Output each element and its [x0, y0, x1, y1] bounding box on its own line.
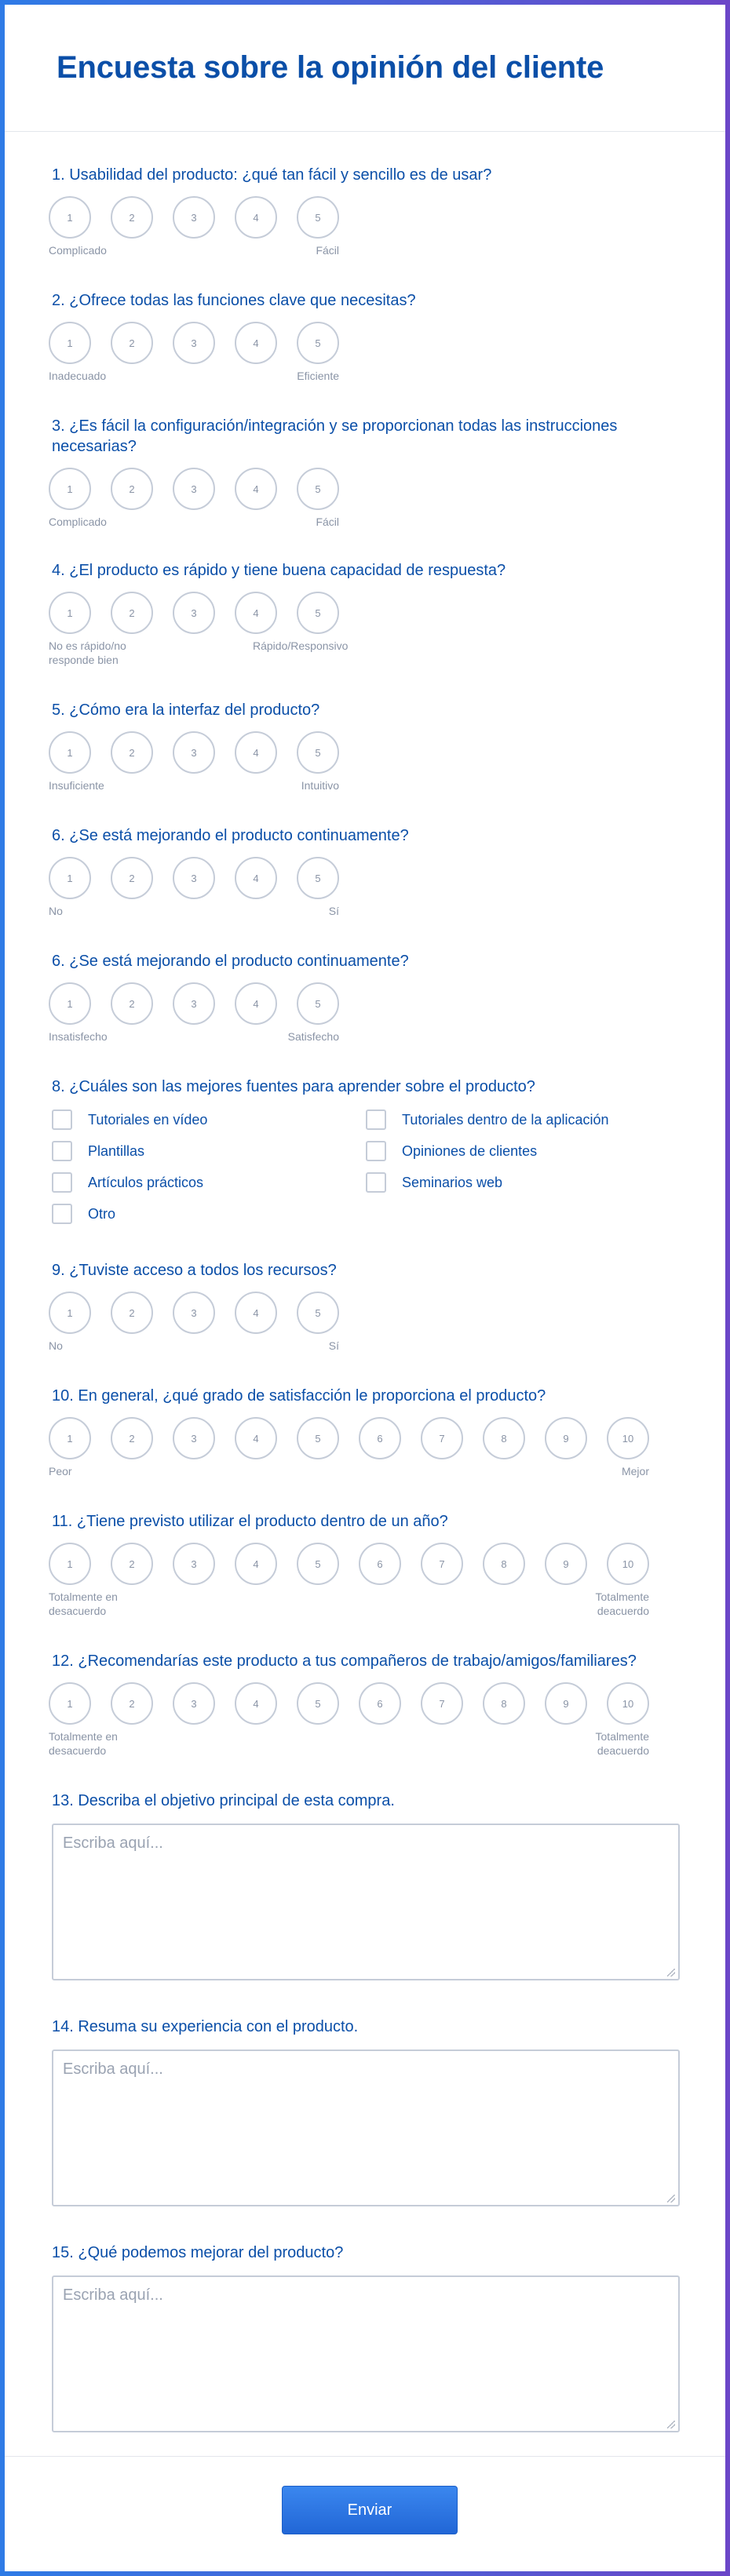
scale-labels: [49, 778, 680, 810]
checkbox-option[interactable]: [52, 1141, 366, 1161]
rating-option[interactable]: 2: [111, 1682, 153, 1725]
rating-option[interactable]: 1: [49, 1292, 91, 1334]
scale-labels: [49, 1590, 680, 1621]
checkbox[interactable]: [52, 1109, 72, 1130]
textarea-placeholder: Escriba aquí...: [63, 1835, 163, 1852]
checkbox-option[interactable]: [366, 1109, 680, 1130]
scale-min-label: Totalmente en desacuerdo: [49, 1590, 118, 1617]
rating-option[interactable]: 2: [111, 468, 153, 510]
rating-option[interactable]: 1: [49, 468, 91, 510]
scale-max-label: Sí: [328, 905, 339, 917]
rating-option[interactable]: 3: [173, 857, 215, 899]
rating-option[interactable]: 5: [297, 1543, 339, 1585]
rating-option[interactable]: 10: [607, 1682, 649, 1725]
checkbox-option[interactable]: [366, 1172, 680, 1193]
rating-option[interactable]: 4: [235, 1543, 277, 1585]
rating-option[interactable]: 5: [297, 322, 339, 364]
question-5: [49, 700, 680, 810]
rating-option[interactable]: 7: [421, 1682, 463, 1725]
scale-labels: [49, 369, 680, 400]
textarea-placeholder: Escriba aquí...: [63, 2060, 163, 2078]
rating-option[interactable]: 4: [235, 196, 277, 239]
rating-option[interactable]: 9: [545, 1682, 587, 1725]
rating-option[interactable]: 10: [607, 1543, 649, 1585]
form-title: Encuesta sobre la opinión del cliente: [57, 50, 604, 85]
rating-option[interactable]: 1: [49, 982, 91, 1025]
scale-max-label: Rápido/Responsivo: [253, 639, 349, 652]
scale-min-label: Insuficiente: [49, 779, 104, 792]
checkbox-label: Opiniones de clientes: [402, 1142, 538, 1159]
rating-scale: [52, 731, 680, 774]
rating-option[interactable]: 1: [49, 1543, 91, 1585]
rating-option[interactable]: 4: [235, 468, 277, 510]
question-title: 3. ¿Es fácil la configuración/integración y se proporcionan todas las instrucciones necesarias?: [52, 417, 618, 455]
checkbox[interactable]: [366, 1172, 386, 1193]
rating-option[interactable]: 5: [297, 468, 339, 510]
scale-max-label: Sí: [328, 1339, 339, 1352]
rating-option[interactable]: 5: [297, 857, 339, 899]
rating-option[interactable]: 4: [235, 731, 277, 774]
scale-min-label: Totalmente en desacuerdo: [49, 1730, 118, 1757]
question-12: [49, 1651, 680, 1761]
scale-min-label: Inadecuado: [49, 370, 107, 382]
rating-option[interactable]: 4: [235, 1682, 277, 1725]
answer-textarea[interactable]: [52, 2050, 680, 2206]
rating-scale: [52, 1543, 680, 1585]
question-4: [49, 560, 680, 670]
rating-scale: [52, 1417, 680, 1459]
question-title: 1. Usabilidad del producto: ¿qué tan fácil y sencillo es de usar?: [52, 166, 492, 184]
textarea-placeholder: Escriba aquí...: [63, 2286, 163, 2304]
rating-option[interactable]: 8: [483, 1543, 525, 1585]
rating-option[interactable]: 2: [111, 592, 153, 634]
rating-option[interactable]: 4: [235, 857, 277, 899]
scale-min-label: Peor: [49, 1465, 72, 1477]
question-9: [49, 1260, 680, 1370]
question-title: 14. Resuma su experiencia con el producto.: [52, 2018, 359, 2035]
rating-scale: [52, 592, 680, 634]
rating-option[interactable]: 3: [173, 592, 215, 634]
question-title: 6. ¿Se está mejorando el producto continuamente?: [52, 827, 409, 844]
question-3: [49, 416, 680, 546]
scale-labels: [49, 243, 680, 275]
submit-button[interactable]: Enviar: [282, 2486, 458, 2534]
checkbox-label: Tutoriales dentro de la aplicación: [402, 1111, 609, 1128]
rating-option[interactable]: 2: [111, 1292, 153, 1334]
checkbox-option[interactable]: [52, 1109, 366, 1130]
rating-option[interactable]: 3: [173, 1682, 215, 1725]
rating-option[interactable]: 4: [235, 322, 277, 364]
scale-max-label: Totalmente deacuerdo: [595, 1730, 649, 1757]
scale-max-label: Fácil: [316, 244, 339, 257]
checkbox-label: Otro: [88, 1205, 116, 1222]
scale-labels: [49, 1339, 680, 1370]
checkbox-group: [52, 1109, 680, 1224]
rating-option[interactable]: 2: [111, 857, 153, 899]
rating-option[interactable]: 1: [49, 857, 91, 899]
question-title: 8. ¿Cuáles son las mejores fuentes para aprender sobre el producto?: [52, 1078, 535, 1095]
scale-min-label: Insatisfecho: [49, 1030, 108, 1043]
rating-option[interactable]: 7: [421, 1543, 463, 1585]
question-11: [49, 1511, 680, 1621]
rating-option[interactable]: 6: [359, 1543, 401, 1585]
rating-option[interactable]: 4: [235, 1417, 277, 1459]
scale-min-label: Complicado: [49, 244, 107, 257]
rating-option[interactable]: 5: [297, 196, 339, 239]
rating-option[interactable]: 5: [297, 1417, 339, 1459]
rating-option[interactable]: 3: [173, 982, 215, 1025]
question-15: [52, 2243, 680, 2432]
rating-option[interactable]: 5: [297, 1682, 339, 1725]
rating-option[interactable]: 1: [49, 322, 91, 364]
rating-scale: [52, 1292, 680, 1334]
answer-textarea[interactable]: [52, 2275, 680, 2432]
rating-option[interactable]: 3: [173, 468, 215, 510]
question-6: [49, 825, 680, 935]
rating-option[interactable]: 6: [359, 1682, 401, 1725]
question-title: 2. ¿Ofrece todas las funciones clave que necesitas?: [52, 292, 416, 309]
rating-option[interactable]: 3: [173, 731, 215, 774]
rating-scale: [52, 857, 680, 899]
question-title: 4. ¿El producto es rápido y tiene buena capacidad de respuesta?: [52, 562, 506, 579]
rating-option[interactable]: 2: [111, 982, 153, 1025]
scale-min-label: No: [49, 905, 63, 917]
rating-option[interactable]: 4: [235, 592, 277, 634]
checkbox[interactable]: [52, 1141, 72, 1161]
rating-option[interactable]: 5: [297, 731, 339, 774]
scale-min-label: No: [49, 1339, 63, 1352]
checkbox[interactable]: [52, 1204, 72, 1224]
form-header: [5, 5, 725, 132]
rating-option[interactable]: 6: [359, 1417, 401, 1459]
rating-scale: [52, 322, 680, 364]
rating-option[interactable]: 4: [235, 1292, 277, 1334]
rating-scale: [52, 1682, 680, 1725]
rating-option[interactable]: 2: [111, 196, 153, 239]
answer-textarea[interactable]: [52, 1824, 680, 1980]
checkbox-label: Seminarios web: [402, 1174, 503, 1190]
rating-option[interactable]: 2: [111, 1417, 153, 1459]
rating-option[interactable]: 1: [49, 196, 91, 239]
checkbox-label: Plantillas: [88, 1142, 145, 1159]
question-8: [52, 1077, 680, 1224]
scale-min-label: Complicado: [49, 516, 107, 528]
rating-option[interactable]: 1: [49, 1417, 91, 1459]
checkbox-label: Artículos prácticos: [88, 1174, 204, 1190]
rating-option[interactable]: 1: [49, 731, 91, 774]
checkbox[interactable]: [366, 1141, 386, 1161]
rating-option[interactable]: 9: [545, 1543, 587, 1585]
question-title: 5. ¿Cómo era la interfaz del producto?: [52, 701, 320, 719]
rating-option[interactable]: 5: [297, 982, 339, 1025]
resize-handle-icon[interactable]: [667, 2195, 675, 2203]
resize-handle-icon[interactable]: [667, 1969, 675, 1977]
checkbox-option[interactable]: [52, 1172, 366, 1193]
checkbox-label: Tutoriales en vídeo: [88, 1111, 208, 1128]
scale-labels: [49, 1464, 680, 1496]
scale-min-label: No es rápido/no responde bien: [49, 639, 126, 666]
question-7: [49, 951, 680, 1061]
rating-option[interactable]: 2: [111, 1543, 153, 1585]
resize-handle-icon[interactable]: [667, 2421, 675, 2428]
rating-option[interactable]: 9: [545, 1417, 587, 1459]
rating-option[interactable]: 3: [173, 1417, 215, 1459]
checkbox[interactable]: [52, 1172, 72, 1193]
question-title: 12. ¿Recomendarías este producto a tus compañeros de trabajo/amigos/familiares?: [52, 1652, 637, 1670]
scale-labels: [49, 1029, 680, 1061]
question-title: 6. ¿Se está mejorando el producto continuamente?: [52, 953, 409, 970]
rating-option[interactable]: 3: [173, 1543, 215, 1585]
question-14: [52, 2017, 680, 2206]
scale-max-label: Mejor: [621, 1465, 649, 1477]
question-10: [49, 1386, 680, 1496]
rating-option[interactable]: 3: [173, 1292, 215, 1334]
checkbox-option[interactable]: [52, 1204, 366, 1224]
rating-option[interactable]: 2: [111, 322, 153, 364]
scale-labels: [49, 515, 680, 546]
rating-option[interactable]: 3: [173, 196, 215, 239]
question-title: 9. ¿Tuviste acceso a todos los recursos?: [52, 1262, 337, 1279]
rating-option[interactable]: 4: [235, 982, 277, 1025]
question-title: 10. En general, ¿qué grado de satisfacción le proporciona el producto?: [52, 1387, 546, 1405]
rating-option[interactable]: 10: [607, 1417, 649, 1459]
question-title: 13. Describa el objetivo principal de esta compra.: [52, 1792, 395, 1809]
scale-labels: [49, 904, 680, 935]
scale-max-label: Intuitivo: [301, 779, 339, 792]
scale-max-label: Totalmente deacuerdo: [595, 1590, 649, 1617]
scale-max-label: Fácil: [316, 516, 339, 528]
scale-max-label: Eficiente: [297, 370, 339, 382]
question-title: 11. ¿Tiene previsto utilizar el producto dentro de un año?: [52, 1513, 448, 1530]
question-title: 15. ¿Qué podemos mejorar del producto?: [52, 2244, 344, 2261]
rating-option[interactable]: 3: [173, 322, 215, 364]
rating-scale: [52, 468, 680, 510]
scale-max-label: Satisfecho: [287, 1030, 339, 1043]
rating-option[interactable]: 5: [297, 1292, 339, 1334]
rating-scale: [52, 982, 680, 1025]
rating-option[interactable]: 2: [111, 731, 153, 774]
question-13: [52, 1791, 680, 1980]
checkbox[interactable]: [366, 1109, 386, 1130]
question-2: [49, 290, 680, 400]
rating-scale: [52, 196, 680, 239]
question-1: [49, 165, 680, 275]
rating-option[interactable]: 7: [421, 1417, 463, 1459]
rating-option[interactable]: 1: [49, 592, 91, 634]
rating-option[interactable]: 1: [49, 1682, 91, 1725]
scale-labels: [49, 639, 680, 670]
rating-option[interactable]: 5: [297, 592, 339, 634]
rating-option[interactable]: 8: [483, 1682, 525, 1725]
rating-option[interactable]: 8: [483, 1417, 525, 1459]
checkbox-option[interactable]: [366, 1141, 680, 1161]
scale-labels: [49, 1729, 680, 1761]
form-footer: [5, 2456, 725, 2571]
